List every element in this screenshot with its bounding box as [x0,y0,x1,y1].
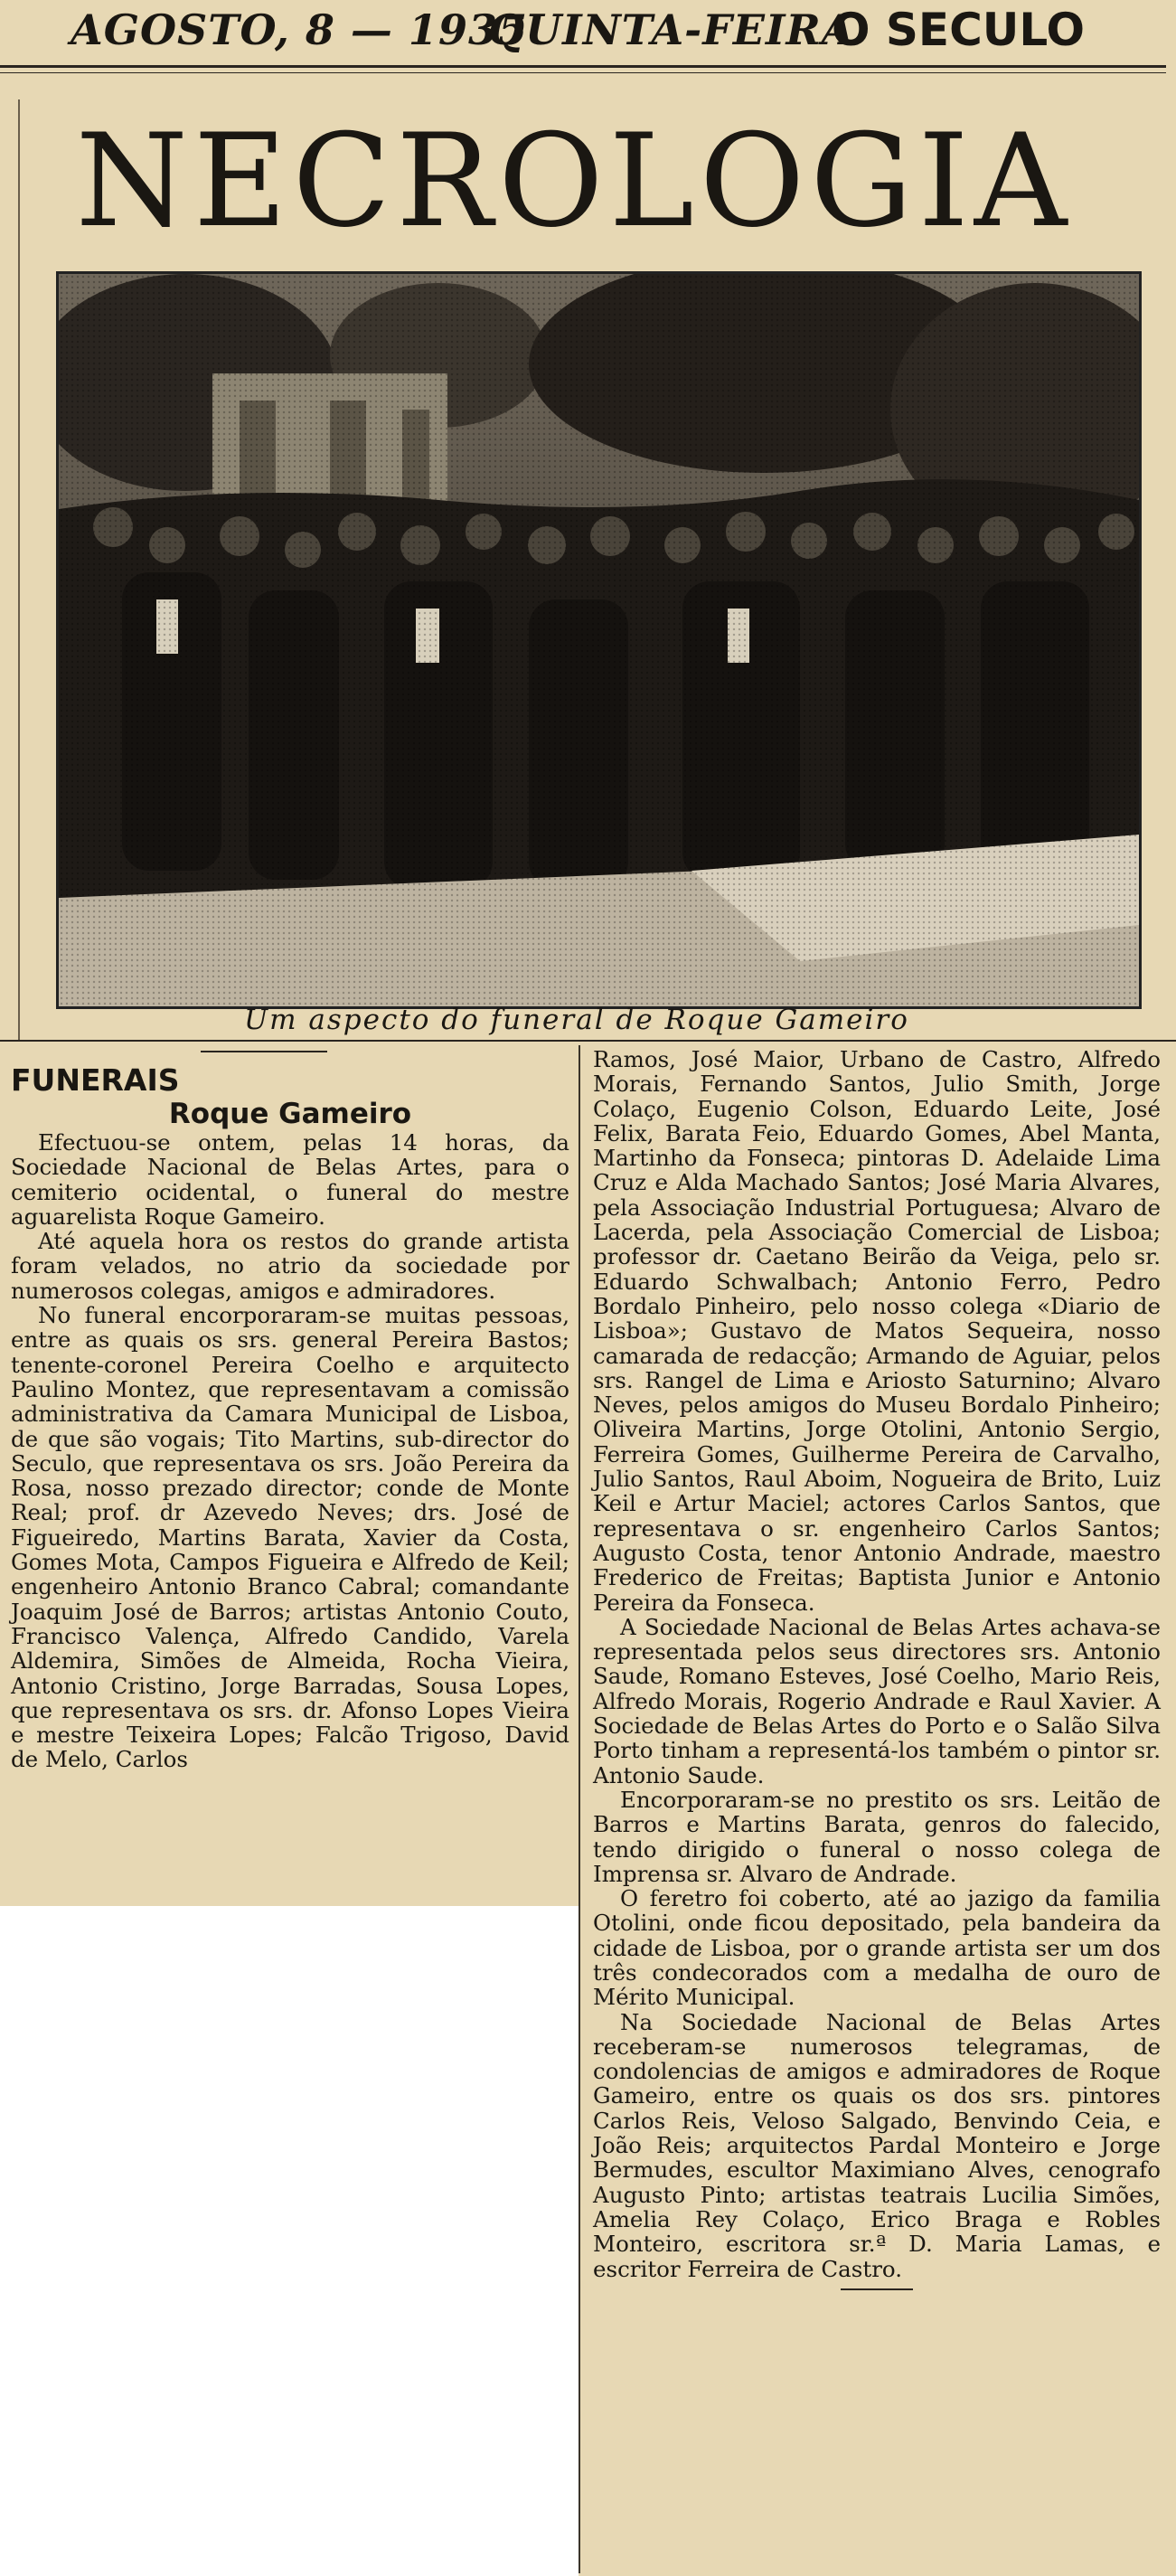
article-paragraph: A Sociedade Nacional de Belas Artes achava-se representada pelos seus directores srs. Antonio Saude, Romano Esteves, José Coelho, Mario Reis, Alfredo Morais, Rogerio Andrade e Raul Xavier. A Sociedade de Belas Artes do Porto e o Salão Silva Porto tinham a representá-los também o pintor sr. Antonio Saude. [593,1613,1161,1788]
left-column-rule [18,99,20,1040]
funeral-photo-image [59,274,1139,1006]
article-paragraph: O feretro foi coberto, até ao jazigo da familia Otolini, onde ficou depositado, pela bandeira da cidade de Lisboa, por o grande artista ser um dos três condecorados com a medalha de ouro de Mérito Municipal. [593,1885,1161,2011]
funeral-photo [56,271,1142,1009]
article-paragraph: Até aquela hora os restos do grande artista foram velados, no atrio da sociedade por numerosos colegas, amigos e admiradores. [11,1228,569,1304]
section-rule [201,1051,327,1052]
issue-weekday: QUINTA-FEIRA [488,5,855,54]
article-paragraph: Na Sociedade Nacional de Belas Artes receberam-se numerosos telegramas, de condolencias de amigos e admiradores de Roque Gameiro, entre os quais os dos srs. pintores Carlos Reis, Veloso Salgado, Benvindo Ceia, e João Reis; arquitectos Pardal Monteiro e Jorge Bermudes, escultor Maximiano Alves, cenografo Augusto Pinto; artistas teatrais Lucilia Simões, Amelia Rey Colaço, Erico Braga e Robles Monteiro, escritora sr.ª D. Maria Lamas, e escritor Ferreira de Castro. [593,2008,1161,2282]
section-label: FUNERAIS [11,1062,180,1098]
header-rule [0,65,1166,68]
newspaper-name: O SECULO [832,4,1085,56]
photo-caption: Um aspecto do funeral de Roque Gameiro [244,1004,909,1036]
section-title: NECROLOGIA [75,107,1073,256]
column-divider [579,1045,580,2573]
header-rule-thin [0,72,1166,73]
article-paragraph: No funeral encorporaram-se muitas pessoas, entre as quais os srs. general Pereira Bastos; tenente-coronel Pereira Coelho e arquitecto Paulino Montez, que representavam a comissão administrativa da Camara Municipal de Lisboa, de que são vogais; Tito Martins, sub-director do Seculo, que representava os srs. João Pereira da Rosa, nosso prezado director; conde de Monte Real; prof. dr Azevedo Neves; drs. José de Figueiredo, Martins Barata, Xavier da Costa, Gomes Mota, Campos Figueira e Alfredo de Keil; engenheiro Antonio Branco Cabral; comandante Joaquim José de Barros; artistas Antonio Couto, Francisco Valença, Alfredo Candido, Varela Aldemira, Simões de Almeida, Rocha Vieira, Antonio Cristino, Jorge Barradas, Sousa Lopes, que representava os srs. dr. Afonso Lopes Vieira e mestre Teixeira Lopes; Falcão Trigoso, David de Melo, Carlos [11,1302,569,1773]
article-paragraph: Efectuou-se ontem, pelas 14 horas, da Sociedade Nacional de Belas Artes, para o cemiterio ocidental, o funeral do mestre aguarelista Roque Gameiro. [11,1129,569,1230]
caption-rule [0,1040,1176,1042]
article-right-column [593,1047,1161,2290]
issue-date: AGOSTO, 8 — 1935 [71,5,528,54]
article-subhead: Roque Gameiro [168,1098,412,1130]
article-left-column [11,1047,569,1772]
end-rule [841,2288,913,2290]
article-paragraph: Encorporaram-se no prestito os srs. Leitão de Barros e Martins Barata, genros do falecido, tendo dirigido o funeral o nosso colega de Imprensa sr. Alvaro de Andrade. [593,1786,1161,1887]
article-paragraph: Ramos, José Maior, Urbano de Castro, Alfredo Morais, Fernando Santos, Julio Smith, Jorge Colaço, Eugenio Colson, Eduardo Leite, José Felix, Barata Feio, Eduardo Gomes, Abel Manta, Martinho da Fonseca; pintoras D. Adelaide Lima Cruz e Alda Machado Santos; José Maria Alvares, pela Associação Industrial Portuguesa; Alvaro de Lacerda, pela Associação Comercial de Lisboa; professor dr. Caetano Beirão da Veiga, pelo sr. Eduardo Schwalbach; Antonio Ferro, Pedro Bordalo Pinheiro, pelo nosso colega «Diario de Lisboa»; Gustavo de Matos Sequeira, nosso camarada de redacção; Armando de Aguiar, pelos srs. Rangel de Lima e Ariosto Saturnino; Alvaro Neves, pelos amigos do Museu Bordalo Pinheiro; Oliveira Martins, Jorge Otolini, Antonio Sergio, Ferreira Gomes, Guilherme Pereira de Carvalho, Julio Santos, Raul Aboim, Nogueira de Brito, Luiz Keil e Artur Maciel; actores Carlos Santos, que representava o sr. engenheiro Carlos Santos; Augusto Costa, tenor Antonio Andrade, maestro Frederico de Freitas; Baptista Junior e Antonio Pereira da Fonseca. [593,1046,1161,1616]
